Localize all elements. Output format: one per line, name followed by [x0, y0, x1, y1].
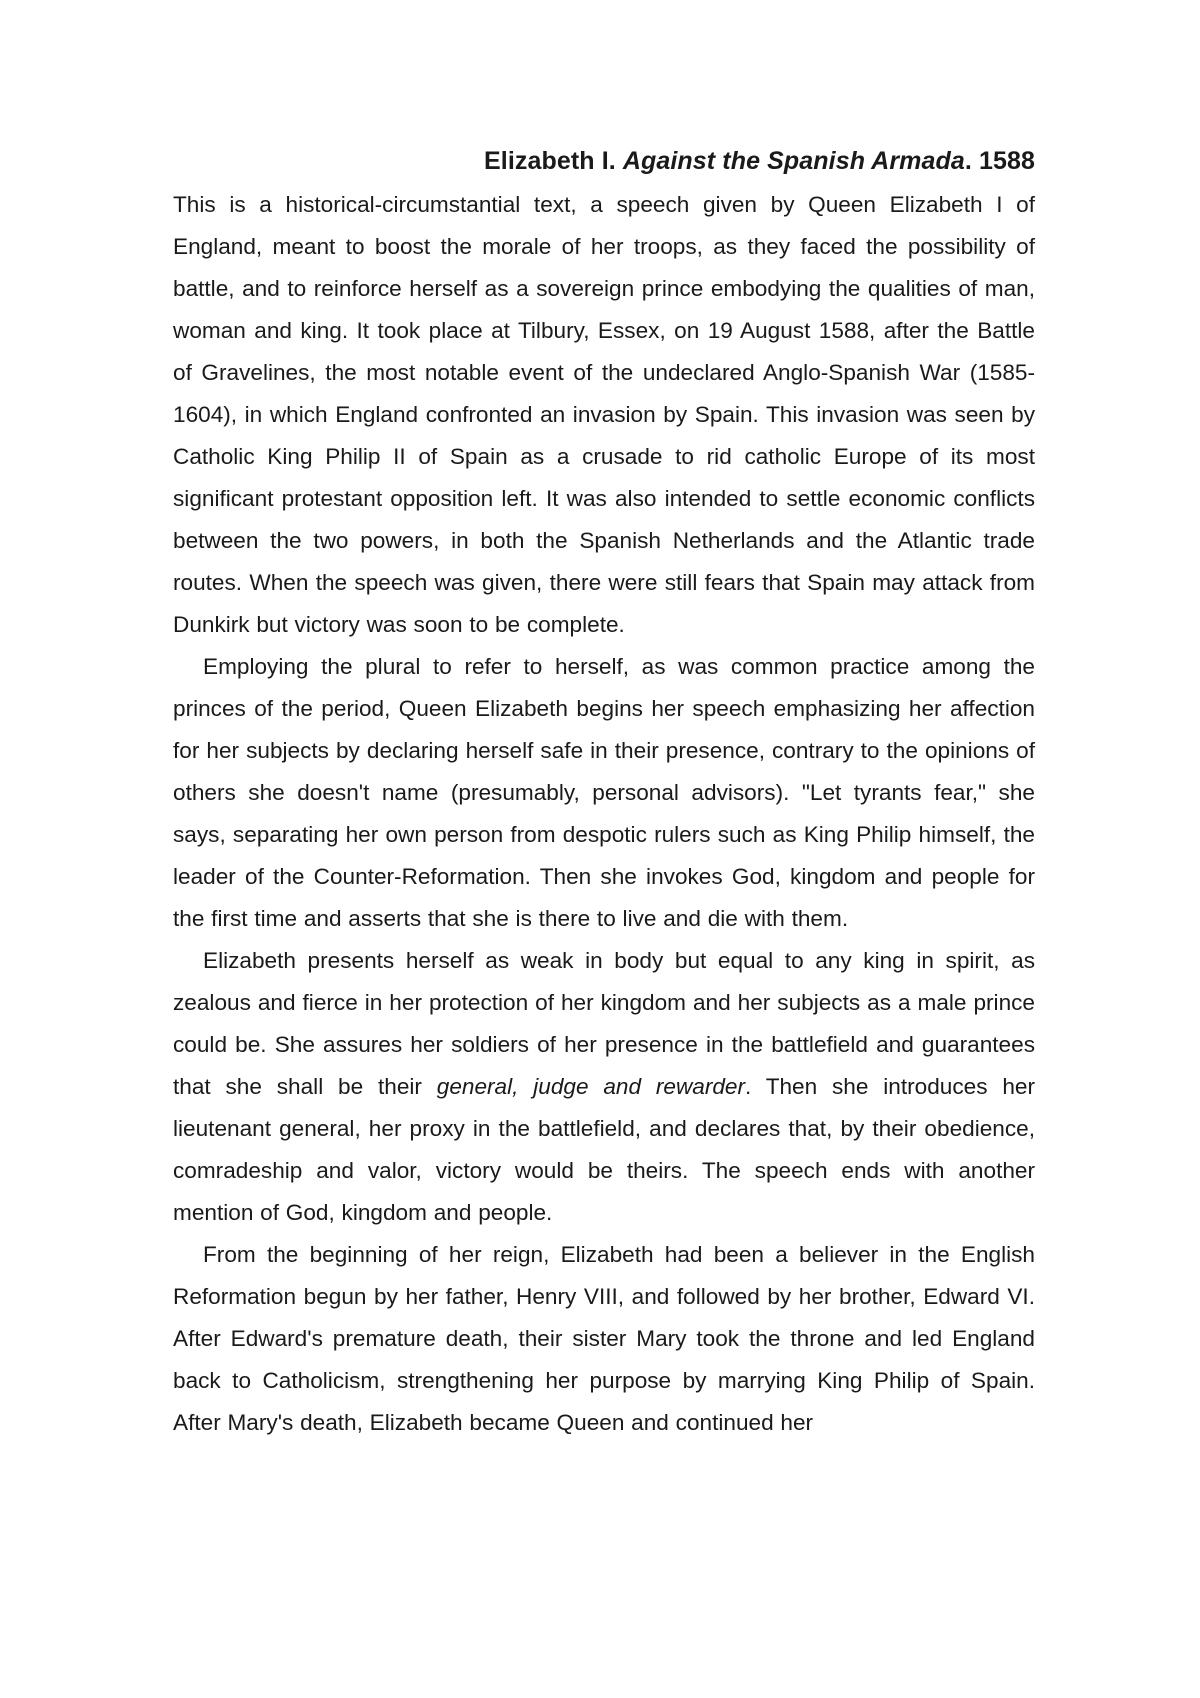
document-title — [173, 140, 1035, 182]
paragraph-3-after: . Then she introduces her lieutenant general, her proxy in the battlefield, and declares that, by their obedience, comradeship and valor, victory would be theirs. The speech ends with another mention of God, kingdom and people. — [173, 1074, 1035, 1225]
paragraph-3 — [173, 940, 1035, 1234]
paragraph-1: This is a historical-circumstantial text, a speech given by Queen Elizabeth I of England, meant to boost the morale of her troops, as they faced the possibility of battle, and to reinforce herself as a sovereign prince embodying the qualities of man, woman and king. It took place at Tilbury, Essex, on 19 August 1588, after the Battle of Gravelines, the most notable event of the undeclared Anglo-Spanish War (1585-1604), in which England confronted an invasion by Spain. This invasion was seen by Catholic King Philip II of Spain as a crusade to rid catholic Europe of its most significant protestant opposition left. It was also intended to settle economic conflicts between the two powers, in both the Spanish Netherlands and the Atlantic trade routes. When the speech was given, there were still fears that Spain may attack from Dunkirk but victory was soon to be complete. — [173, 192, 1035, 637]
document-page — [173, 140, 1035, 1444]
paragraph-3-before: Elizabeth presents herself as weak in body but equal to any king in spirit, as zealous and fierce in her protection of her kingdom and her subjects as a male prince could be. She assures her soldiers of her presence in the battlefield and guarantees that she shall be their — [173, 948, 1035, 1099]
paragraph-3-italic: general, judge and rewarder — [436, 1074, 745, 1099]
paragraph-4: From the beginning of her reign, Elizabeth had been a believer in the English Reformation begun by her father, Henry VIII, and followed by her brother, Edward VI. After Edward's premature death, their sister Mary took the throne and led England back to Catholicism, strengthening her purpose by marrying King Philip of Spain. After Mary's death, Elizabeth became Queen and continued her — [173, 1242, 1035, 1435]
title-suffix: . 1588 — [964, 147, 1035, 175]
title-work: Against the Spanish Armada — [622, 147, 965, 175]
title-prefix: Elizabeth I. — [484, 147, 623, 175]
paragraph-2: Employing the plural to refer to herself, as was common practice among the princes of the period, Queen Elizabeth begins her speech emphasizing her affection for her subjects by declaring herself safe in their presence, contrary to the opinions of others she doesn't name (presumably, personal advisors). "Let tyrants fear," she says, separating her own person from despotic rulers such as King Philip himself, the leader of the Counter-Reformation. Then she invokes God, kingdom and people for the first time and asserts that she is there to live and die with them. — [173, 654, 1035, 931]
